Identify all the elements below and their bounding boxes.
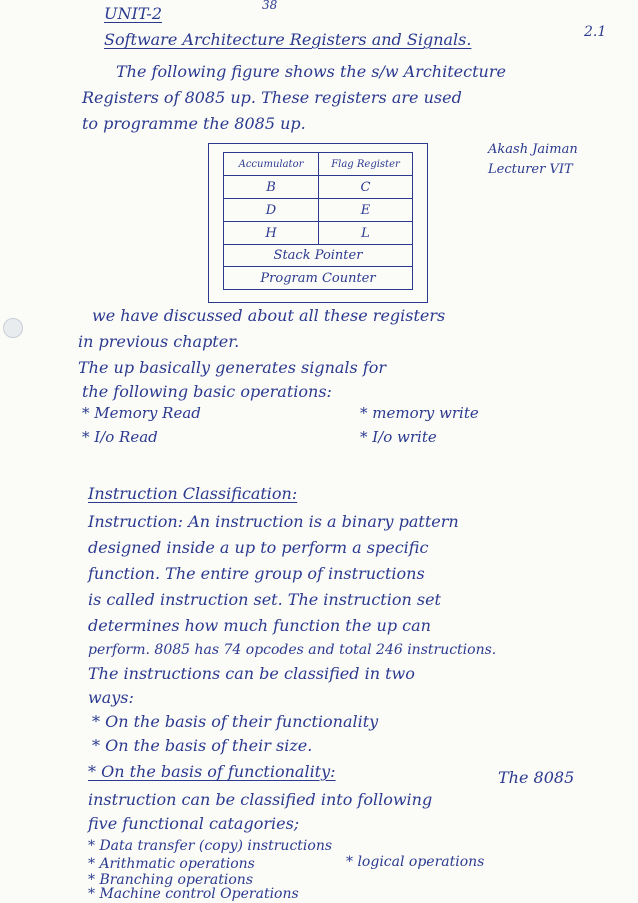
intro-line-1: The following figure shows the s/w Architecture <box>116 62 506 81</box>
accumulator-cell: Accumulator <box>224 153 319 175</box>
op-io-read: * I/o Read <box>82 428 158 446</box>
op-memory-read: * Memory Read <box>82 404 201 422</box>
intro-line-2: Registers of 8085 up. These registers are used <box>82 88 462 107</box>
register-row-6 <box>224 267 412 289</box>
section3-line-4: * Arithmatic operations <box>88 856 255 872</box>
program-counter-cell: Program Counter <box>260 270 376 286</box>
section2-line-2: designed inside a up to perform a specific <box>88 538 429 557</box>
author-role: Lecturer VIT <box>488 162 573 177</box>
op-memory-write: * memory write <box>360 404 479 422</box>
section3-line-1: instruction can be classified into following <box>88 790 433 809</box>
section2-line-7: The instructions can be classified in two <box>88 664 415 683</box>
section3-heading-tail: The 8085 <box>498 768 575 787</box>
author-note <box>488 140 578 180</box>
para2-line-1: we have discussed about all these registers <box>92 306 446 325</box>
section2-line-6: perform. 8085 has 74 opcodes and total 246 instructions. <box>88 642 497 658</box>
section2-line-1: Instruction: An instruction is a binary pattern <box>88 512 459 531</box>
para2-line-4: the following basic operations: <box>82 382 332 401</box>
register-row-1 <box>224 153 412 176</box>
register-row-3 <box>224 199 412 222</box>
register-table <box>223 152 413 290</box>
para2-line-3: The up basically generates signals for <box>78 358 387 377</box>
register-d-cell: D <box>224 199 319 221</box>
register-row-2 <box>224 176 412 199</box>
register-e-cell: E <box>360 202 371 218</box>
section-heading-functionality: * On the basis of functionality: <box>88 762 336 781</box>
page-title: Software Architecture Registers and Signals. <box>104 30 472 49</box>
section-heading-instruction-classification: Instruction Classification: <box>88 484 298 503</box>
unit-heading: UNIT-2 <box>104 4 162 23</box>
op-io-write: * I/o write <box>360 428 437 446</box>
punch-hole <box>3 318 23 338</box>
register-row-5 <box>224 245 412 267</box>
section3-line-2: five functional catagories; <box>88 814 300 833</box>
register-b-cell: B <box>224 176 319 198</box>
author-name: Akash Jaiman <box>488 142 578 157</box>
para2-line-2: in previous chapter. <box>78 332 240 351</box>
page-reference: 2.1 <box>584 24 607 40</box>
section3-line-5: * Branching operations <box>88 872 254 888</box>
register-c-cell: C <box>360 179 371 195</box>
flag-register-cell: Flag Register <box>331 158 400 170</box>
section2-line-3: function. The entire group of instructions <box>88 564 425 583</box>
section2-line-9: * On the basis of their functionality <box>92 712 379 731</box>
section3-line-6: * Machine control Operations <box>88 886 299 902</box>
stack-pointer-cell: Stack Pointer <box>273 248 363 263</box>
section2-line-5: determines how much function the up can <box>88 616 431 635</box>
section3-logical: * logical operations <box>346 854 485 870</box>
register-h-cell: H <box>224 222 319 244</box>
register-l-cell: L <box>361 225 370 241</box>
section2-line-10: * On the basis of their size. <box>92 736 313 755</box>
section2-line-8: ways: <box>88 688 134 707</box>
section2-line-4: is called instruction set. The instruction set <box>88 590 441 609</box>
page-number-top: 38 <box>262 0 278 12</box>
section3-line-3: * Data transfer (copy) instructions <box>88 838 333 854</box>
register-row-4 <box>224 222 412 245</box>
intro-line-3: to programme the 8085 up. <box>82 114 306 133</box>
register-diagram <box>208 143 428 303</box>
